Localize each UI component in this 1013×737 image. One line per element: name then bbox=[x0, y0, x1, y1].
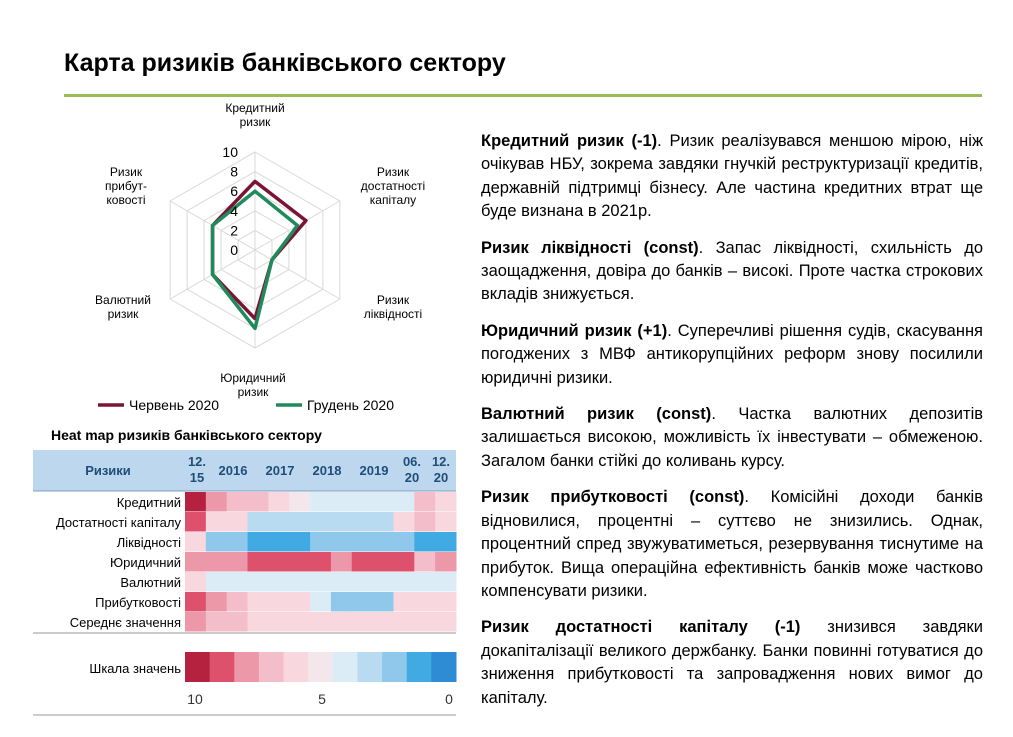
heatmap-cell bbox=[393, 592, 414, 612]
heatmap-cell bbox=[373, 532, 394, 552]
heatmap-scale-tick: 10 bbox=[187, 691, 203, 707]
heatmap-cell bbox=[310, 512, 331, 532]
commentary-fx bbox=[481, 403, 983, 473]
heatmap-cell bbox=[393, 612, 414, 632]
commentary-credit bbox=[481, 130, 983, 224]
heatmap-title: Heat map ризиків банківського сектору bbox=[51, 427, 322, 443]
commentary-profitability-body: . Комісійні доходи банків відновилися, процентні – суттєво не знизились. Однак, процентний спред звужуватиметься, резервування тиснутиме на прибуток. Вища операційна ефективність банків може частково компенсувати ризики. bbox=[481, 488, 983, 600]
heatmap-cell bbox=[310, 612, 331, 632]
heatmap-row-label: Кредитний bbox=[116, 495, 181, 510]
heatmap-cell bbox=[206, 572, 227, 592]
heatmap-cell bbox=[373, 592, 394, 612]
heatmap-scale-swatch bbox=[185, 652, 210, 682]
heatmap-cell bbox=[393, 532, 414, 552]
heatmap-cell bbox=[435, 572, 456, 592]
heatmap-scale-swatch bbox=[308, 652, 333, 682]
commentary-capital-body: знизився завдяки докапіталізації великого держбанку. Банки повинні готуватися до зниження прибутковості та запровадження нових вимог до капіталу. bbox=[481, 618, 983, 707]
commentary-profitability bbox=[481, 486, 983, 603]
radar-axis-label: Кредитний ризик bbox=[225, 101, 285, 129]
heatmap-cell bbox=[206, 612, 227, 632]
heatmap-cell bbox=[414, 492, 435, 512]
heatmap-cell bbox=[414, 512, 435, 532]
commentary-fx-body: . Частка валютних депозитів залишається високою, можливість їх інвестувати – обмеженою. Загалом банки стійкі до коливань курсу. bbox=[481, 405, 984, 470]
heatmap-cell bbox=[310, 572, 331, 592]
heatmap-cell bbox=[331, 492, 352, 512]
heatmap-cell bbox=[393, 492, 414, 512]
heatmap-cell bbox=[435, 492, 456, 512]
legend-label: Червень 2020 bbox=[129, 397, 220, 413]
heatmap-cell bbox=[185, 532, 206, 552]
radar-series-1 bbox=[213, 181, 306, 318]
radar-tick-label: 8 bbox=[230, 163, 238, 180]
heatmap-scale-swatch bbox=[357, 652, 382, 682]
heatmap-scale-swatch bbox=[284, 652, 309, 682]
heatmap-cell bbox=[227, 512, 248, 532]
heatmap-scale-swatch bbox=[407, 652, 432, 682]
heatmap-cell bbox=[435, 552, 456, 572]
heatmap-cell bbox=[268, 612, 289, 632]
heatmap-cell bbox=[185, 572, 206, 592]
heatmap-cell bbox=[227, 552, 248, 572]
heatmap-cell bbox=[310, 492, 331, 512]
radar-axis-label: Ризик ліквідності bbox=[363, 293, 423, 321]
heatmap-cell bbox=[248, 512, 269, 532]
heatmap-cell bbox=[227, 592, 248, 612]
heatmap-column-label: 06. 20 bbox=[402, 454, 422, 485]
commentary-credit-body: . Ризик реалізувався меншою мірою, ніж очікував НБУ, зокрема завдяки гнучкій реструктуризації кредитів, державній підтримці бізнесу. Але частина кредитних втрат ще буде визнана в 2021р. bbox=[481, 132, 984, 221]
heatmap-cell bbox=[227, 572, 248, 592]
heatmap-cell bbox=[310, 592, 331, 612]
heatmap-cell bbox=[227, 492, 248, 512]
heatmap-cell bbox=[373, 552, 394, 572]
heatmap-cell bbox=[393, 552, 414, 572]
heatmap-cell bbox=[414, 552, 435, 572]
heatmap-cell bbox=[289, 572, 310, 592]
heatmap-cell bbox=[352, 552, 373, 572]
heatmap-cell bbox=[435, 592, 456, 612]
heatmap-cell bbox=[352, 492, 373, 512]
heatmap-cell bbox=[248, 492, 269, 512]
heatmap-cell bbox=[185, 512, 206, 532]
commentary-liquidity bbox=[481, 237, 983, 307]
heatmap-cell bbox=[414, 612, 435, 632]
heatmap-cell bbox=[206, 532, 227, 552]
heatmap-column-label: 2017 bbox=[265, 463, 295, 478]
heatmap-cell bbox=[185, 592, 206, 612]
heatmap-row-label: Достатності капіталу bbox=[55, 515, 181, 530]
heatmap-column-label: 2019 bbox=[359, 463, 389, 478]
heatmap-cell bbox=[414, 572, 435, 592]
heatmap-cell bbox=[268, 552, 289, 572]
heatmap-cell bbox=[268, 592, 289, 612]
heatmap-cell bbox=[289, 512, 310, 532]
heatmap-scale-swatch bbox=[382, 652, 407, 682]
heatmap-cell bbox=[393, 572, 414, 592]
heatmap-cell bbox=[414, 592, 435, 612]
heatmap-cell bbox=[227, 612, 248, 632]
heatmap-cell bbox=[268, 492, 289, 512]
heatmap-cell bbox=[331, 592, 352, 612]
commentary-liquidity-head: Ризик ліквідності (const) bbox=[481, 238, 699, 257]
heatmap-row-label: Прибутковості bbox=[95, 595, 181, 610]
heatmap-row-label: Середнє значення bbox=[69, 615, 181, 630]
heatmap-scale-tick: 0 bbox=[445, 691, 453, 707]
heatmap-cell bbox=[248, 592, 269, 612]
heatmap-row-label: Ліквідності bbox=[116, 535, 181, 550]
heatmap-cell bbox=[206, 552, 227, 572]
risk-commentary bbox=[481, 130, 983, 723]
heatmap-cell bbox=[331, 552, 352, 572]
radar-tick-label: 6 bbox=[230, 183, 238, 200]
radar-axis-label: Юридичний ризик bbox=[220, 371, 286, 399]
radar-tick-label: 4 bbox=[230, 202, 238, 219]
heatmap-cell bbox=[435, 532, 456, 552]
heatmap-cell bbox=[373, 512, 394, 532]
heatmap-row-label: Валютний bbox=[120, 575, 181, 590]
heatmap-column-label: 2016 bbox=[218, 463, 248, 478]
heatmap-column-label: 2018 bbox=[312, 463, 342, 478]
heatmap-cell bbox=[185, 492, 206, 512]
heatmap-scale-label: Шкала значень bbox=[89, 661, 181, 676]
heatmap-cell bbox=[373, 492, 394, 512]
heatmap-cell bbox=[206, 592, 227, 612]
commentary-fx-head: Валютний ризик (const) bbox=[481, 405, 712, 424]
commentary-capital bbox=[481, 616, 983, 710]
heatmap-cell bbox=[373, 612, 394, 632]
heatmap-cell bbox=[248, 612, 269, 632]
heatmap-cell bbox=[289, 532, 310, 552]
heatmap-cell bbox=[393, 512, 414, 532]
title-divider bbox=[64, 94, 982, 97]
heatmap-cell bbox=[414, 532, 435, 552]
heatmap-cell bbox=[289, 552, 310, 572]
heatmap-column-label: 12. 20 bbox=[431, 454, 451, 485]
heatmap-cell bbox=[331, 512, 352, 532]
heatmap-scale-swatch bbox=[234, 652, 259, 682]
radar-chart bbox=[60, 98, 460, 423]
radar-tick-label: 2 bbox=[230, 222, 238, 239]
heatmap-cell bbox=[331, 572, 352, 592]
heatmap-cell bbox=[268, 572, 289, 592]
radar-tick-label: 0 bbox=[230, 242, 238, 258]
heatmap-cell bbox=[352, 612, 373, 632]
heatmap-cell bbox=[268, 512, 289, 532]
heatmap-cell bbox=[289, 612, 310, 632]
heatmap-cell bbox=[435, 512, 456, 532]
radar-tick-label: 10 bbox=[222, 144, 238, 160]
heatmap-scale-swatch bbox=[431, 652, 456, 682]
heatmap-cell bbox=[206, 492, 227, 512]
heatmap-cell bbox=[310, 532, 331, 552]
heatmap-cell bbox=[248, 572, 269, 592]
heatmap-scale-tick: 5 bbox=[318, 691, 326, 707]
radar-axis-label: Ризик прибут-ковості bbox=[105, 165, 147, 207]
heatmap-cell bbox=[310, 552, 331, 572]
heatmap-cell bbox=[373, 572, 394, 592]
heatmap-header-label: Ризики bbox=[85, 463, 131, 478]
heatmap-row-label: Юридичний bbox=[110, 555, 181, 570]
radar-axis-label: Валютний ризик bbox=[95, 293, 151, 321]
heatmap-cell bbox=[268, 532, 289, 552]
heatmap-chart bbox=[0, 445, 470, 735]
heatmap-cell bbox=[227, 532, 248, 552]
heatmap-cell bbox=[435, 612, 456, 632]
heatmap-cell bbox=[331, 532, 352, 552]
heatmap-scale-swatch bbox=[210, 652, 235, 682]
heatmap-cell bbox=[352, 592, 373, 612]
commentary-legal-head: Юридичний ризик (+1) bbox=[481, 321, 668, 340]
commentary-legal-body: . Суперечливі рішення судів, скасування погоджених з МВФ антикорупційних реформ знову посилили юридичні ризики. bbox=[481, 321, 983, 387]
heatmap-cell bbox=[248, 552, 269, 572]
heatmap-cell bbox=[352, 532, 373, 552]
heatmap-cell bbox=[352, 572, 373, 592]
heatmap-cell bbox=[206, 512, 227, 532]
heatmap-cell bbox=[289, 492, 310, 512]
heatmap-column-label: 12. 15 bbox=[187, 454, 207, 485]
heatmap-cell bbox=[352, 512, 373, 532]
commentary-capital-head: Ризик достатності капіталу (-1) bbox=[481, 618, 801, 637]
heatmap-cell bbox=[248, 532, 269, 552]
commentary-profitability-head: Ризик прибутковості (const) bbox=[481, 488, 745, 507]
heatmap-cell bbox=[185, 552, 206, 572]
radar-axis-label: Ризик достатності капіталу bbox=[360, 165, 426, 207]
legend-label: Грудень 2020 bbox=[307, 397, 394, 413]
commentary-liquidity-body: . Запас ліквідності, схильність до заощадження, довіра до банків – високі. Проте частка строкових вкладів знижується. bbox=[481, 238, 983, 304]
heatmap-scale-swatch bbox=[333, 652, 358, 682]
heatmap-cell bbox=[289, 592, 310, 612]
heatmap-cell bbox=[331, 612, 352, 632]
commentary-credit-head: Кредитний ризик (-1) bbox=[481, 132, 658, 150]
heatmap-cell bbox=[185, 612, 206, 632]
page-title: Карта ризиків банківського сектору bbox=[64, 49, 506, 77]
heatmap-scale-swatch bbox=[259, 652, 284, 682]
commentary-legal bbox=[481, 320, 983, 390]
